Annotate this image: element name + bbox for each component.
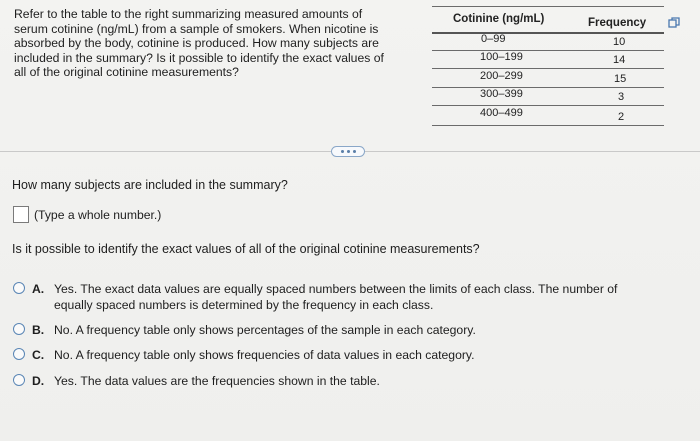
option-c[interactable] (13, 347, 613, 363)
option-text-line: No. A frequency table only shows percentages of the sample in each category. (54, 323, 476, 337)
table-cell-frequency: 3 (618, 91, 625, 103)
radio-button-c[interactable] (13, 348, 25, 360)
dot-icon (347, 150, 350, 153)
radio-button-a[interactable] (13, 282, 25, 294)
table-cell-frequency: 14 (613, 54, 626, 66)
option-letter: A. (32, 282, 45, 296)
question-exact-values: Is it possible to identify the exact values of all of the original cotinine measurements? (12, 242, 480, 256)
copy-to-clipboard-icon[interactable] (668, 17, 680, 29)
table-rule (432, 87, 664, 88)
subjects-count-input[interactable] (13, 206, 29, 223)
option-letter: D. (32, 374, 45, 388)
problem-statement (14, 7, 424, 80)
problem-line: serum cotinine (ng/mL) from a sample of smokers. When nicotine is (14, 21, 379, 36)
option-text-line: equally spaced numbers is determined by the frequency in each class. (54, 298, 434, 312)
table-cell-frequency: 15 (614, 73, 627, 85)
table-rule (432, 50, 664, 51)
option-letter: C. (32, 348, 45, 362)
table-cell-range: 400–499 (480, 107, 523, 119)
table-cell-range: 200–299 (480, 70, 523, 82)
option-text-line: No. A frequency table only shows frequencies of data values in each category. (54, 348, 475, 362)
radio-button-d[interactable] (13, 374, 25, 386)
question-subjects-count: How many subjects are included in the summary? (12, 178, 288, 192)
table-header-cotinine: Cotinine (ng/mL) (453, 13, 545, 25)
option-text-line: Yes. The data values are the frequencies shown in the table. (54, 374, 380, 388)
dot-icon (341, 150, 344, 153)
option-b[interactable] (13, 322, 613, 338)
table-rule (432, 125, 664, 126)
problem-line: Refer to the table to the right summarizing measured amounts of (14, 7, 363, 21)
table-rule (432, 32, 664, 34)
table-header-frequency: Frequency (588, 17, 647, 29)
problem-line: included in the summary? Is it possible to identify the exact values of (14, 50, 384, 65)
option-text-line: Yes. The exact data values are equally spaced numbers between the limits of each class. The number of (54, 282, 618, 296)
table-rule (432, 6, 664, 7)
answer-format-hint: (Type a whole number.) (34, 208, 162, 222)
table-cell-frequency: 2 (618, 111, 625, 123)
dot-icon (353, 150, 356, 153)
table-rule (432, 68, 664, 69)
option-a[interactable] (13, 281, 673, 317)
problem-line: absorbed by the body, cotinine is produced. How many subjects are (14, 36, 379, 50)
problem-line: all of the original cotinine measurements? (14, 65, 239, 79)
option-d[interactable] (13, 373, 613, 389)
table-cell-range: 100–199 (480, 51, 523, 63)
expand-more-button[interactable] (331, 146, 365, 157)
table-rule (432, 105, 664, 106)
table-cell-range: 0–99 (481, 33, 506, 45)
table-cell-frequency: 10 (613, 36, 626, 48)
table-cell-range: 300–399 (480, 88, 523, 100)
radio-button-b[interactable] (13, 323, 25, 335)
option-letter: B. (32, 323, 45, 337)
